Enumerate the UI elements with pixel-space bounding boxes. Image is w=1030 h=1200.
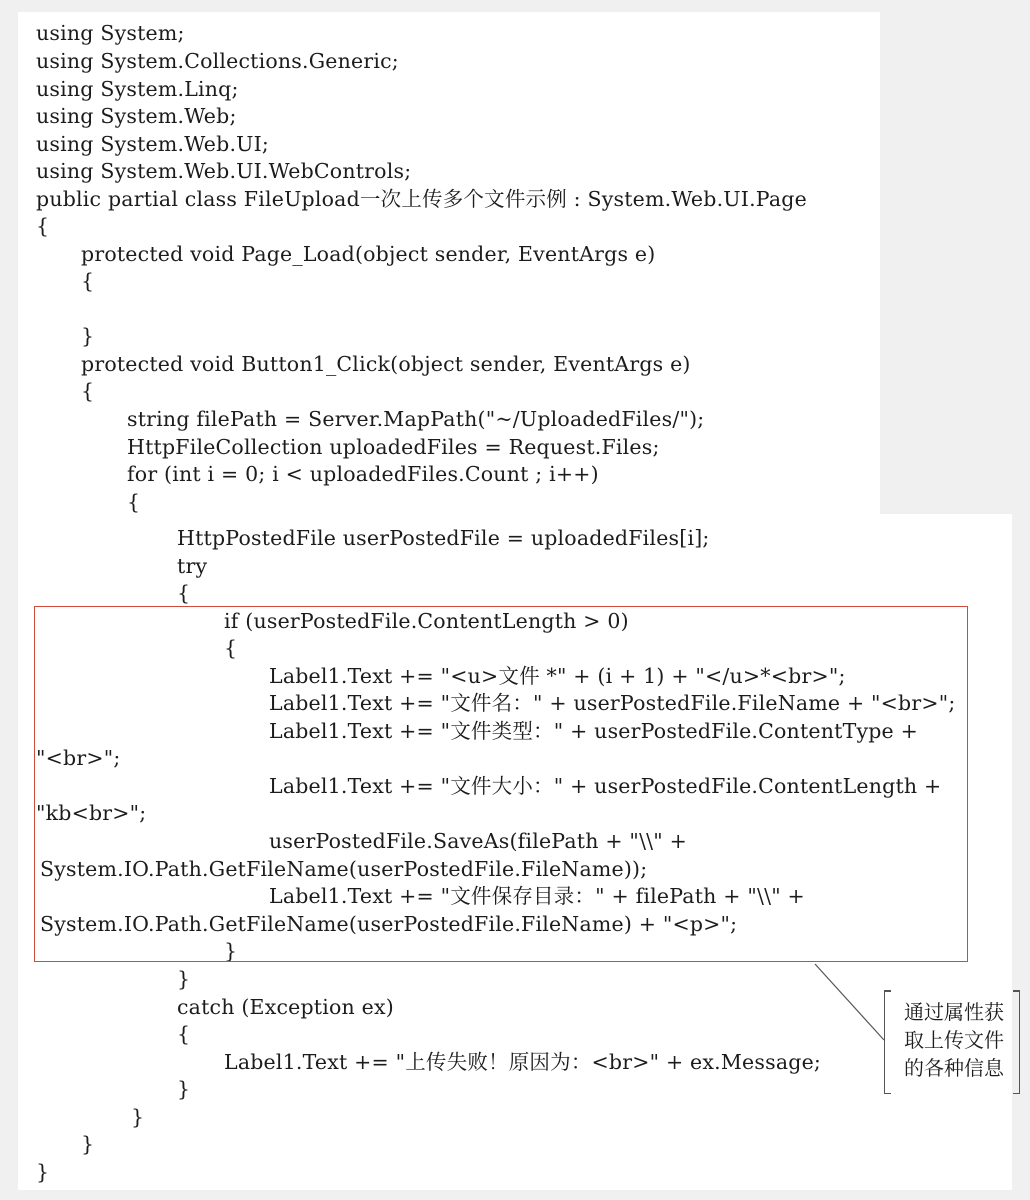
code-line: } bbox=[224, 939, 238, 963]
code-line: for (int i = 0; i < uploadedFiles.Count ; i++) bbox=[127, 462, 599, 486]
code-line: } bbox=[81, 1132, 95, 1156]
code-line: } bbox=[36, 1160, 50, 1184]
code-line: { bbox=[36, 214, 50, 238]
code-line: using System; bbox=[36, 21, 185, 45]
callout-text bbox=[893, 998, 1015, 1082]
code-line: { bbox=[177, 581, 191, 605]
code-line: userPostedFile.SaveAs(filePath + "\\" + bbox=[269, 829, 688, 853]
code-line: using System.Collections.Generic; bbox=[36, 49, 399, 73]
code-line: { bbox=[81, 379, 95, 403]
code-line: { bbox=[81, 269, 95, 293]
code-line: } bbox=[177, 1077, 191, 1101]
code-line: { bbox=[224, 636, 238, 660]
code-line: Label1.Text += "上传失败！原因为：<br>" + ex.Message; bbox=[224, 1050, 822, 1074]
code-line: Label1.Text += "<u>文件 *" + (i + 1) + "</u>*<br>"; bbox=[269, 664, 846, 688]
code-line: System.IO.Path.GetFileName(userPostedFile.FileName) + "<p>"; bbox=[40, 912, 738, 936]
code-line: Label1.Text += "文件类型：" + userPostedFile.ContentType + bbox=[269, 719, 918, 743]
code-line: catch (Exception ex) bbox=[177, 995, 394, 1019]
code-line: Label1.Text += "文件大小：" + userPostedFile.ContentLength + bbox=[269, 774, 942, 798]
code-line: try bbox=[177, 554, 208, 578]
code-line: using System.Web; bbox=[36, 104, 237, 128]
callout-annotation bbox=[884, 990, 1020, 1094]
code-line: if (userPostedFile.ContentLength > 0) bbox=[224, 609, 629, 633]
code-line: HttpPostedFile userPostedFile = uploadedFiles[i]; bbox=[177, 526, 710, 550]
code-line: public partial class FileUpload一次上传多个文件示例 : System.Web.UI.Page bbox=[36, 187, 807, 211]
code-line: "<br>"; bbox=[36, 746, 121, 770]
callout-line: 通过属性获 bbox=[904, 1000, 1004, 1024]
code-line: using System.Web.UI.WebControls; bbox=[36, 159, 412, 183]
code-line: { bbox=[177, 1022, 191, 1046]
code-line: protected void Button1_Click(object sender, EventArgs e) bbox=[81, 352, 691, 376]
code-line: Label1.Text += "文件名：" + userPostedFile.FileName + "<br>"; bbox=[269, 691, 956, 715]
code-line: "kb<br>"; bbox=[36, 801, 147, 825]
code-line: using System.Linq; bbox=[36, 77, 239, 101]
code-line: string filePath = Server.MapPath("~/UploadedFiles/"); bbox=[127, 407, 705, 431]
code-line: using System.Web.UI; bbox=[36, 132, 270, 156]
callout-line: 的各种信息 bbox=[904, 1056, 1004, 1080]
callout-line: 取上传文件 bbox=[904, 1028, 1004, 1052]
code-line: HttpFileCollection uploadedFiles = Request.Files; bbox=[127, 435, 660, 459]
code-line: Label1.Text += "文件保存目录：" + filePath + "\\" + bbox=[269, 884, 805, 908]
code-line: System.IO.Path.GetFileName(userPostedFile.FileName)); bbox=[40, 857, 648, 881]
code-line: } bbox=[177, 967, 191, 991]
code-line: } bbox=[131, 1105, 145, 1129]
code-line: } bbox=[81, 324, 95, 348]
code-line: { bbox=[127, 490, 141, 514]
code-line: protected void Page_Load(object sender, EventArgs e) bbox=[81, 242, 656, 266]
